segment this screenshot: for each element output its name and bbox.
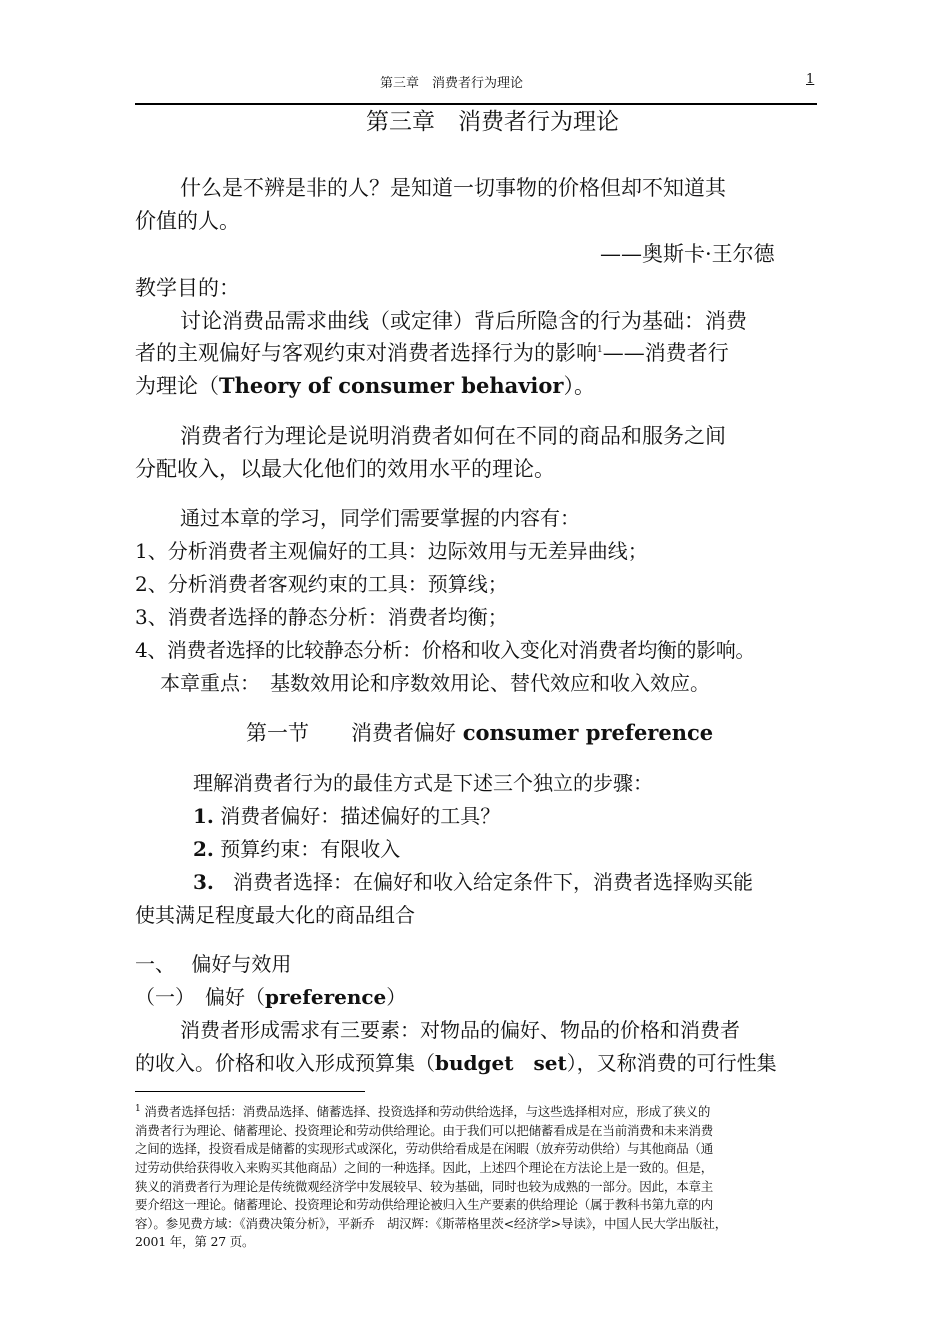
definition-line-1: 消费者行为理论是说明消费者如何在不同的商品和服务之间 (180, 424, 726, 448)
footnote-line (135, 1100, 727, 1122)
step-item (193, 833, 400, 862)
definition-line-2: 分配收入，以最大化他们的效用水平的理论。 (135, 457, 555, 481)
objectives-line-3-en: Theory of consumer behavior (219, 373, 564, 398)
quote-author: ——奥斯卡·王尔德 (600, 242, 775, 266)
paragraph-line-2-pre: 的收入。价格和收入形成预算集（ (135, 1051, 435, 1075)
footnote-rule (135, 1091, 365, 1092)
objectives-line-2-tail: ——消费者行 (602, 341, 729, 365)
paragraph-line-2 (135, 1047, 777, 1076)
page-number: 1 (806, 72, 815, 87)
subsubsection-title (135, 981, 406, 1010)
footnote-line: 消费者行为理论、储蓄理论、投资理论和劳动供给理论。由于我们可以把储蓄看成是在当前消费和未来消费 (135, 1122, 714, 1138)
goal-item: 2、分析消费者客观约束的工具：预算线； (135, 572, 508, 596)
quote-line-2: 价值的人。 (135, 209, 240, 233)
section-title (246, 717, 713, 747)
subsubsection-post: ） (386, 985, 407, 1009)
quote-line-1: 什么是不辨是非的人？是知道一切事物的价格但却不知道其 (180, 176, 726, 200)
paragraph-line-2-en: budget set (435, 1051, 567, 1075)
subsubsection-pre: （一） 偏好（ (135, 985, 265, 1009)
paragraph-line-1: 消费者形成需求有三要素：对物品的偏好、物品的价格和消费者 (180, 1018, 740, 1042)
step-item (193, 800, 500, 829)
step-text: 消费者选择：在偏好和收入给定条件下，消费者选择购买能 (232, 870, 753, 894)
footnote-line: 之间的选择，投资看成是储蓄的实现形式或深化，劳动供给看成是在闲暇（放弃劳动供给）与其他商品（通 (135, 1141, 714, 1157)
subsubsection-en: preference (265, 985, 387, 1009)
objectives-line-2 (135, 337, 729, 367)
footnote-line: 容）。参见费方域：《消费决策分析》，平新乔 胡汉辉：《斯蒂格里茨<经济学>导读》，中国人民大学出版社， (135, 1215, 727, 1231)
footnote (135, 1100, 727, 1252)
footnote-line: 过劳动供给获得收入来购买其他商品）之间的一种选择。因此，上述四个理论在方法论上是一致的。但是， (135, 1159, 714, 1175)
section-title-cn: 第一节 消费者偏好 (246, 721, 456, 745)
key-points: 本章重点： 基数效用论和序数效用论、替代效应和收入效应。 (160, 671, 710, 695)
footnote-line: 2001 年，第 27 页。 (135, 1234, 255, 1250)
goal-item: 1、分析消费者主观偏好的工具：边际效用与无差异曲线； (135, 539, 648, 563)
section-intro: 理解消费者行为的最佳方式是下述三个独立的步骤： (193, 771, 653, 795)
goals-intro: 通过本章的学习，同学们需要掌握的内容有： (180, 506, 580, 530)
footnote-line: 要介绍这一理论。储蓄理论、投资理论和劳动供给理论被归入生产要素的供给理论（属于教科书第九章的内 (135, 1197, 714, 1213)
objectives-line-3 (135, 370, 595, 400)
paragraph-line-2-post: ），又称消费的可行性集 (566, 1051, 777, 1075)
goal-item: 4、消费者选择的比较静态分析：价格和收入变化对消费者均衡的影响。 (135, 638, 755, 662)
step-number: 1. (193, 804, 214, 828)
chapter-title: 第三章 消费者行为理论 (366, 109, 619, 135)
step-number: 2. (193, 837, 214, 861)
step-number: 3. (193, 870, 214, 894)
objectives-line-3-pre: 为理论（ (135, 374, 219, 398)
objectives-line-3-post: ）。 (563, 374, 595, 398)
subsection-title: 一、 偏好与效用 (135, 952, 292, 976)
footnote-ref[interactable]: 1 (597, 345, 603, 355)
step-3-continued: 使其满足程度最大化的商品组合 (135, 903, 415, 927)
step-item (193, 866, 753, 895)
step-text: 预算约束：有限收入 (220, 837, 401, 861)
objectives-label: 教学目的： (135, 276, 240, 300)
step-text: 消费者偏好：描述偏好的工具？ (220, 804, 501, 828)
objectives-line-1: 讨论消费品需求曲线（或定律）背后所隐含的行为基础：消费 (180, 309, 747, 333)
section-title-en: consumer preference (462, 720, 714, 745)
objectives-line-2-text: 者的主观偏好与客观约束对消费者选择行为的影响 (135, 341, 597, 365)
footnote-text: 消费者选择包括：消费品选择、储蓄选择、投资选择和劳动供给选择，与这些选择相对应，形成了狭义的 (144, 1104, 711, 1120)
footnote-mark: 1 (135, 1104, 141, 1114)
footnote-line: 狭义的消费者行为理论是传统微观经济学中发展较早、较为基础，同时也较为成熟的一部分。因此，本章主 (135, 1178, 714, 1194)
running-header-title: 第三章 消费者行为理论 (380, 76, 524, 91)
goal-item: 3、消费者选择的静态分析：消费者均衡； (135, 605, 508, 629)
